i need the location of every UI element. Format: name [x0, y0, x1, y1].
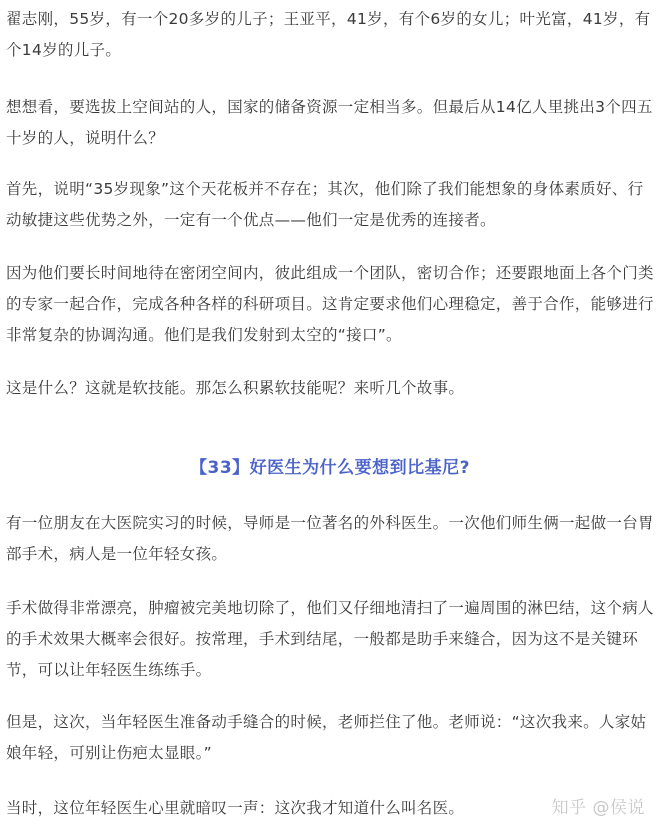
paragraph-astronaut-ages: 翟志刚，55岁，有一个20多岁的儿子；王亚平，41岁，有个6岁的女儿；叶光富，41岁，有个14岁的儿子。: [6, 10, 651, 59]
section-heading: 【33】好医生为什么要想到比基尼?: [189, 458, 471, 478]
paragraph-surgeon-intro: 有一位朋友在大医院实习的时候，导师是一位著名的外科医生。一次他们师生俩一起做一台胃部手术，病人是一位年轻女孩。: [6, 514, 654, 563]
paragraph-conclusion: 当时，这位年轻医生心里就暗叹一声：这次我才知道什么叫名医。: [6, 799, 465, 817]
paragraph-selection-question: 想想看，要选拔上空间站的人，国家的储备资源一定相当多。但最后从14亿人里挑出3个四五十岁的人，说明什么？: [6, 98, 653, 147]
paragraph-soft-skills: 这是什么？这就是软技能。那怎么积累软技能呢？来听几个故事。: [6, 379, 465, 397]
paragraph-teamwork: 因为他们要长时间地待在密闭空间内，彼此组成一个团队，密切合作；还要跟地面上各个门类的专家一起合作，完成各种各样的科研项目。这肯定要求他们心理稳定，善于合作，能够进行非常复杂的协调沟通。他们是我们发射到太空的“接口”。: [6, 264, 654, 344]
paragraph-teacher-quote: 但是，这次，当年轻医生准备动手缝合的时候，老师拦住了他。老师说：“这次我来。人家姑娘年轻，可别让伤疤太显眼。”: [6, 713, 647, 762]
zhihu-watermark: 知乎 @侯说: [551, 798, 645, 818]
paragraph-surgery-details: 手术做得非常漂亮，肿瘤被完美地切除了，他们又仔细地清扫了一遍周围的淋巴结，这个病人的手术效果大概率会很好。按常理，手术到结尾，一般都是助手来缝合，因为这不是关键环节，可以让年轻医生练练手。: [6, 599, 654, 679]
paragraph-connector-point: 首先，说明“35岁现象”这个天花板并不存在；其次，他们除了我们能想象的身体素质好、行动敏捷这些优势之外，一定有一个优点——他们一定是优秀的连接者。: [6, 180, 644, 229]
